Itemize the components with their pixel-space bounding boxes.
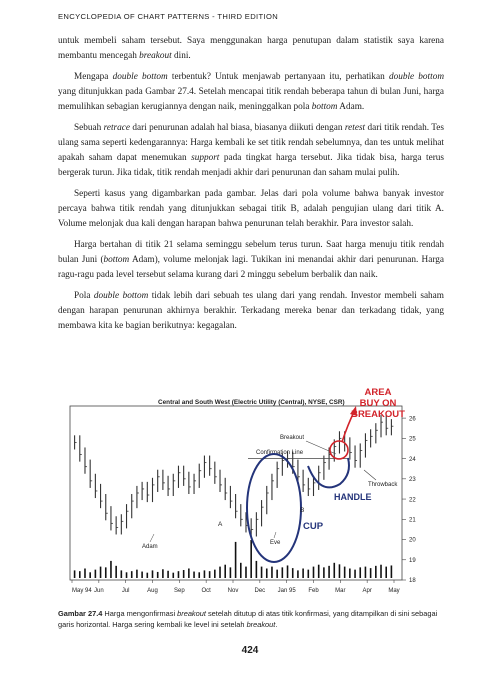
- eve-label: Eve: [270, 540, 281, 546]
- chart-title: Central and South West (Electric Utility (Central), NYSE, CSR): [158, 399, 345, 406]
- italic-run: bottom: [311, 102, 338, 112]
- paragraph-4: [58, 187, 444, 232]
- text-run: Adam.: [337, 102, 365, 112]
- x-axis: [72, 580, 400, 594]
- area-label-3: BREAKOUT: [351, 409, 405, 420]
- figure-caption: [58, 608, 444, 630]
- y-tick-label: 21: [409, 517, 416, 524]
- italic-run: bottom: [103, 255, 130, 265]
- italic-run: breakout: [246, 620, 276, 629]
- x-tick-label: Jun: [93, 588, 104, 594]
- text-run: setelah ditutup di atas titik konfirmasi, yang ditampilkan di sini sebagai garis horizontal. Harga sering kembali ke level ini setelah: [58, 609, 438, 629]
- italic-run: double bottom: [388, 72, 445, 82]
- page-number: 424: [241, 645, 259, 656]
- text-run: Harga bertahan di titik 21 selama seminggu sebelum terus turun. Saat harga menuju titik rendah bulan Juni (: [58, 240, 444, 265]
- y-tick-label: 19: [409, 557, 416, 564]
- area-label-1: AREA: [364, 387, 392, 398]
- x-tick-label: May 94: [72, 588, 92, 594]
- italic-run: retest: [344, 123, 366, 133]
- point-b-label: B: [300, 507, 305, 514]
- text-run: yang ditunjukkan pada Gambar 27.4. Setelah mencapai titik rendah beberapa tahun di bulan Juni, harga memulihkan sebagian kerugiannya dengan naik, meninggalkan pola: [58, 87, 444, 112]
- x-tick-label: Sep: [173, 588, 185, 594]
- x-tick-label: Oct: [201, 588, 211, 594]
- throwback-leader: [364, 470, 376, 480]
- paragraph-1: [58, 34, 444, 64]
- text-run: Pola: [74, 291, 94, 301]
- area-label-2: BUY ON: [359, 398, 397, 409]
- x-tick-label: Aug: [147, 588, 158, 594]
- running-head: ENCYCLOPEDIA OF CHART PATTERNS - THIRD EDITION: [58, 12, 279, 21]
- x-tick-label: Jan 95: [277, 588, 296, 594]
- adam-label: Adam: [142, 544, 158, 550]
- y-tick-label: 24: [409, 456, 416, 463]
- x-tick-label: Jul: [121, 588, 130, 594]
- breakout-leader: [306, 441, 336, 454]
- x-tick-label: Dec: [254, 588, 266, 594]
- text-run: Seperti kasus yang digambarkan pada gambar. Jelas dari pola volume bahwa banyak investor percaya bahwa titik rendah yang ditunjukkan sebagai titik B, adalah pengujian ulang dari titik A. Volume melonjak dua kali dengan harapan bahwa penurunan telah berakhir. Para investor salah.: [58, 189, 444, 229]
- y-tick-label: 20: [409, 537, 416, 544]
- text-run: .: [275, 620, 278, 629]
- paragraph-6: [58, 289, 444, 334]
- paragraph-5: [58, 238, 444, 283]
- text-run: Sebuah: [74, 123, 104, 133]
- paragraph-3: [58, 121, 444, 181]
- confirmation-line-label: Confirmation Line: [256, 450, 304, 456]
- text-run: dini.: [171, 51, 191, 61]
- italic-run: double bottom: [112, 72, 168, 82]
- point-a-label: A: [218, 521, 223, 528]
- italic-run: breakout: [139, 51, 172, 61]
- price-chart: [58, 384, 444, 602]
- text-run: terbentuk? Untuk menjawab pertanyaan itu, perhatikan: [167, 72, 389, 82]
- text-run: tidak lebih dari sebuah tes ulang dari yang rendah. Investor membeli saham dengan harapan penurunan akhirnya berakhir. Terkadang mereka benar dan terkadang tidak, yang membawa kita ke bagian berikutnya: kegagalan.: [58, 291, 444, 331]
- y-tick-label: 22: [409, 497, 416, 504]
- text-run: Adam), volume melonjak lagi. Tukikan ini menandai akhir dari penurunan. Harga ragu-ragu pada level tersebut selama kurang dari 2 minggu sebelum berbalik dan naik.: [58, 255, 444, 280]
- breakout-label: Breakout: [280, 435, 305, 441]
- caption-label: Gambar 27.4: [58, 609, 103, 618]
- x-tick-label: Mar: [335, 588, 346, 594]
- italic-run: retrace: [103, 123, 130, 133]
- italic-run: support: [191, 153, 220, 163]
- text-run: untuk membeli saham tersebut. Saya menggunakan harga penutupan dalam statistik saya karena membantu mencegah: [58, 36, 444, 61]
- text-run: pada tingkat harga tersebut. Jika tidak bisa, harga terus bergerak turun. Jika tidak, titik rendah menjadi akhir dari penurunan dan saham mulai pulih.: [58, 153, 445, 178]
- y-tick-label: 23: [409, 477, 416, 484]
- x-tick-label: Nov: [227, 588, 239, 594]
- y-tick-label: 18: [409, 578, 416, 585]
- throwback-label: Throwback: [368, 482, 398, 488]
- y-tick-label: 26: [409, 416, 416, 423]
- adam-leader: [150, 534, 154, 542]
- x-tick-label: May: [388, 588, 400, 594]
- eve-leader: [274, 532, 276, 538]
- text-run: dari penurunan adalah hal biasa, biasanya diikuti dengan: [130, 123, 345, 133]
- body-text: [58, 34, 444, 340]
- x-tick-label: Apr: [362, 588, 372, 594]
- text-run: dari titik rendah. Tes ulang sama seperti kedengarannya: Harga kembali ke set titik rendah sebelumnya, dan tes untuk melihat apakah saham dapat menemukan: [58, 123, 445, 163]
- figure-27-4: [58, 384, 444, 602]
- text-run: Harga mengonfirmasi: [102, 609, 178, 618]
- y-axis: [402, 416, 416, 584]
- paragraph-2: [58, 70, 444, 115]
- italic-run: double bottom: [93, 291, 149, 301]
- y-tick-label: 25: [409, 436, 416, 443]
- text-run: Mengapa: [74, 72, 113, 82]
- volume-bars: [75, 540, 392, 578]
- handle-label: HANDLE: [334, 492, 372, 502]
- x-tick-label: Feb: [308, 588, 319, 594]
- cup-label: CUP: [303, 521, 324, 532]
- italic-run: breakout: [177, 609, 206, 618]
